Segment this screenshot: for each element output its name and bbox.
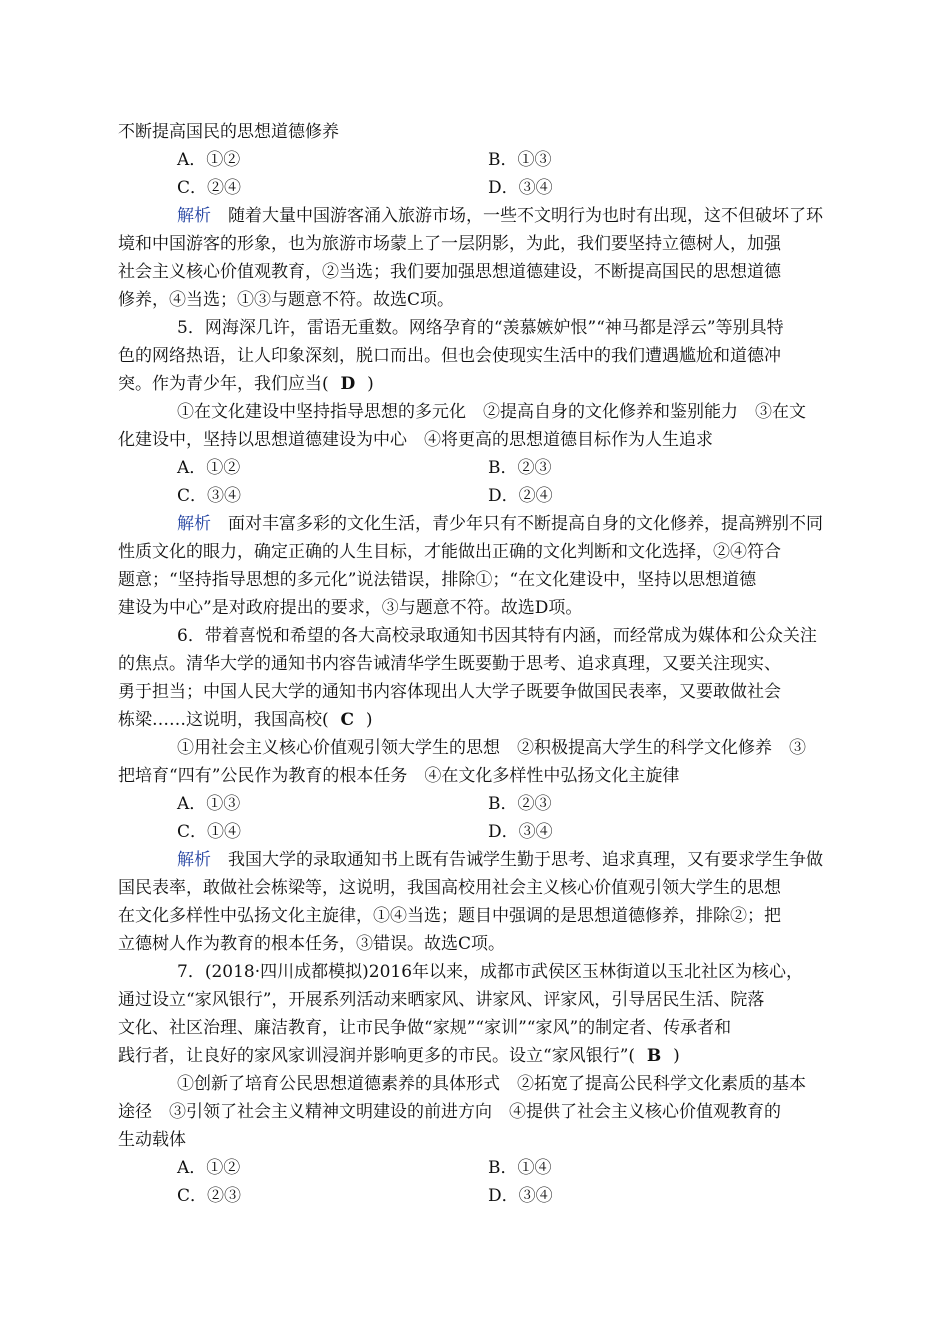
question-6-stem: 的焦点。清华大学的通知书内容告诫清华学生既要勤于思考、追求真理，又要关注现实、 (118, 654, 781, 674)
analysis-line: 境和中国游客的形象，也为旅游市场蒙上了一层阴影，为此，我们要坚持立德树人，加强 (118, 234, 781, 254)
option-c: C．②④ (177, 178, 242, 198)
question-6-stem: 栋梁……这说明，我国高校( C ) (118, 710, 373, 730)
question-7-items: 生动载体 (118, 1130, 186, 1150)
analysis-line: 修养，④当选；①③与题意不符。故选C项。 (118, 290, 455, 310)
analysis-line: 建设为中心”是对政府提出的要求，③与题意不符。故选D项。 (118, 598, 583, 618)
question-5-items: 化建设中，坚持以思想道德建设为中心 ④将更高的思想道德目标作为人生追求 (118, 430, 713, 450)
analysis-line: 解析 面对丰富多彩的文化生活，青少年只有不断提高自身的文化修养，提高辨别不同 (177, 514, 823, 534)
question-6-items: ①用社会主义核心价值观引领大学生的思想 ②积极提高大学生的科学文化修养 ③ (177, 738, 806, 758)
option-a: A．①② (177, 150, 241, 170)
question-5-stem: 5．网海深几许，雷语无重数。网络孕育的“羡慕嫉妒恨”“神马都是浮云”等别具特 (177, 318, 784, 338)
answer-letter: C (340, 710, 355, 730)
option-b: B．①③ (488, 150, 552, 170)
analysis-line: 在文化多样性中弘扬文化主旋律，①④当选；题目中强调的是思想道德修养，排除②；把 (118, 906, 781, 926)
analysis-label: 解析 (177, 514, 211, 534)
prev-question-tail: 不断提高国民的思想道德修养 (118, 122, 339, 142)
option-d: D．③④ (488, 1186, 553, 1206)
analysis-label: 解析 (177, 206, 211, 226)
question-6-stem: 6．带着喜悦和希望的各大高校录取通知书因其特有内涵，而经常成为媒体和公众关注 (177, 626, 817, 646)
question-7-stem: 文化、社区治理、廉洁教育，让市民争做“家规”“家训”“家风”的制定者、传承者和 (118, 1018, 732, 1038)
option-c: C．③④ (177, 486, 242, 506)
analysis-line: 性质文化的眼力，确定正确的人生目标，才能做出正确的文化判断和文化选择，②④符合 (118, 542, 781, 562)
question-7-stem: 践行者，让良好的家风家训浸润并影响更多的市民。设立“家风银行”( B ) (118, 1046, 680, 1066)
analysis-line: 立德树人作为教育的根本任务，③错误。故选C项。 (118, 934, 506, 954)
option-d: D．③④ (488, 822, 553, 842)
option-b: B．①④ (488, 1158, 552, 1178)
option-d: D．②④ (488, 486, 553, 506)
question-5-stem: 色的网络热语，让人印象深刻，脱口而出。但也会使现实生活中的我们遭遇尴尬和道德冲 (118, 346, 781, 366)
question-5-items: ①在文化建设中坚持指导思想的多元化 ②提高自身的文化修养和鉴别能力 ③在文 (177, 402, 806, 422)
analysis-label: 解析 (177, 850, 211, 870)
question-7-items: ①创新了培育公民思想道德素养的具体形式 ②拓宽了提高公民科学文化素质的基本 (177, 1074, 806, 1094)
option-a: A．①② (177, 1158, 241, 1178)
option-c: C．①④ (177, 822, 242, 842)
analysis-line: 社会主义核心价值观教育，②当选；我们要加强思想道德建设，不断提高国民的思想道德 (118, 262, 781, 282)
question-7-stem: 通过设立“家风银行”，开展系列活动来晒家风、讲家风、评家风，引导居民生活、院落 (118, 990, 765, 1010)
option-b: B．②③ (488, 458, 552, 478)
option-c: C．②③ (177, 1186, 242, 1206)
option-b: B．②③ (488, 794, 552, 814)
analysis-line: 题意；“坚持指导思想的多元化”说法错误，排除①；“在文化建设中，坚持以思想道德 (118, 570, 757, 590)
question-6-items: 把培育“四有”公民作为教育的根本任务 ④在文化多样性中弘扬文化主旋律 (118, 766, 680, 786)
question-6-stem: 勇于担当；中国人民大学的通知书内容体现出人大学子既要争做国民表率，又要敢做社会 (118, 682, 781, 702)
analysis-line: 国民表率，敢做社会栋梁等，这说明，我国高校用社会主义核心价值观引领大学生的思想 (118, 878, 781, 898)
analysis-line: 解析 我国大学的录取通知书上既有告诫学生勤于思考、追求真理，又有要求学生争做 (177, 850, 823, 870)
question-7-items: 途径 ③引领了社会主义精神文明建设的前进方向 ④提供了社会主义核心价值观教育的 (118, 1102, 781, 1122)
answer-letter: B (646, 1046, 662, 1066)
option-d: D．③④ (488, 178, 553, 198)
analysis-line: 解析 随着大量中国游客涌入旅游市场，一些不文明行为也时有出现，这不但破坏了环 (177, 206, 823, 226)
question-7-stem: 7．(2018·四川成都模拟)2016年以来，成都市武侯区玉林街道以玉北社区为核心， (177, 962, 804, 982)
option-a: A．①③ (177, 794, 241, 814)
question-5-stem: 突。作为青少年，我们应当( D ) (118, 374, 374, 394)
option-a: A．①② (177, 458, 241, 478)
answer-letter: D (340, 374, 356, 394)
